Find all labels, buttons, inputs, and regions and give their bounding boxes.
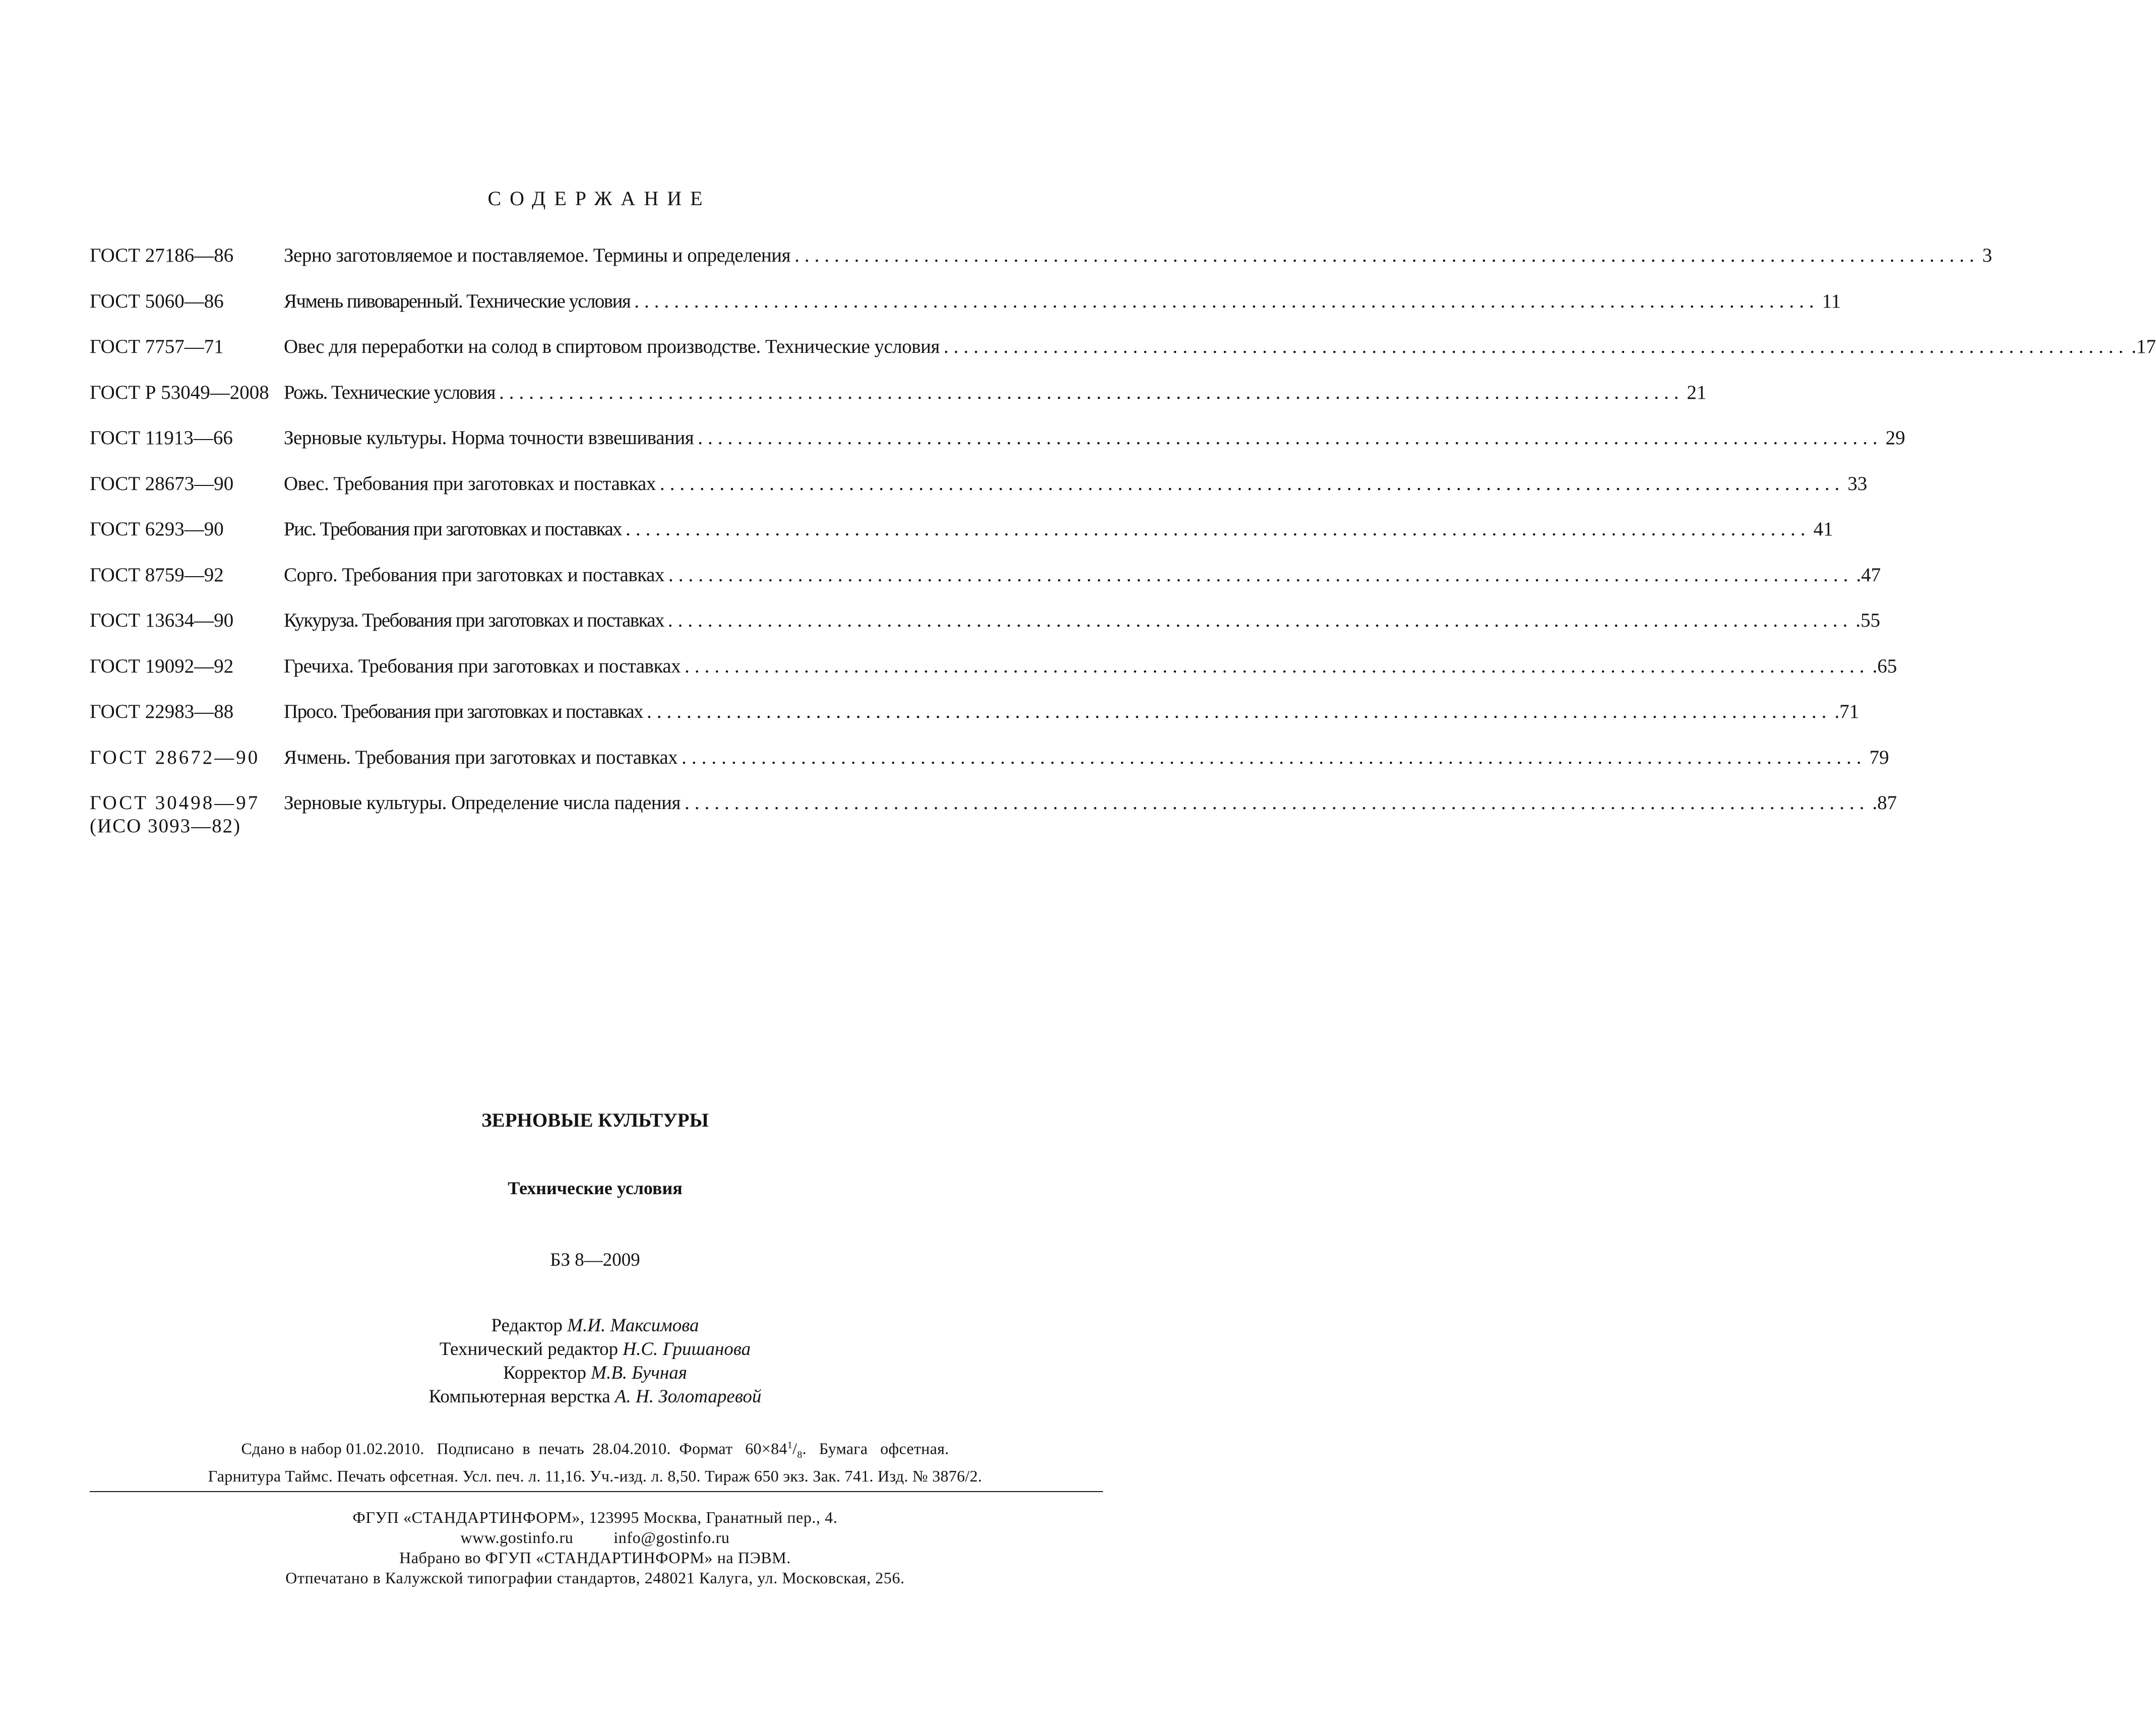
toc-standard-code: ГОСТ 28673—90 bbox=[90, 472, 234, 495]
publisher-block bbox=[0, 1507, 1190, 1588]
tech-editor-label: Технический редактор bbox=[439, 1339, 619, 1360]
toc-standard-code-main: ГОСТ 30498—97 bbox=[90, 792, 260, 814]
editor-name: М.И. Максимова bbox=[567, 1315, 699, 1336]
toc-title: Ячмень пивоваренный. Технические условия bbox=[284, 290, 631, 312]
tech-editor-line bbox=[0, 1337, 1190, 1361]
toc-leader: ....................................................................................................................... bbox=[685, 655, 1870, 677]
print-imprint bbox=[0, 1435, 1190, 1487]
printed-note: Отпечатано в Калужской типографии стандартов, 248021 Калуга, ул. Московская, 256. bbox=[285, 1569, 905, 1587]
toc-page-number: 33 bbox=[1847, 472, 1868, 495]
toc-entry bbox=[90, 700, 1859, 746]
toc-standard-code: ГОСТ 13634—90 bbox=[90, 609, 234, 631]
toc-page-number: .65 bbox=[1872, 655, 1897, 677]
collection-title: ЗЕРНОВЫЕ КУЛЬТУРЫ bbox=[481, 1109, 709, 1131]
toc-entry bbox=[90, 335, 2156, 381]
toc-entry bbox=[90, 746, 1889, 792]
toc-page-number: .47 bbox=[1856, 564, 1881, 586]
toc-standard-code: ГОСТ Р 53049—2008 bbox=[90, 381, 269, 403]
toc-title: Рожь. Технические условия bbox=[284, 381, 495, 403]
toc-title: Зерновые культуры. Определение числа падения bbox=[284, 792, 681, 814]
format-fraction-numerator: 1 bbox=[787, 1440, 793, 1451]
toc-standard-code: ГОСТ 22983—88 bbox=[90, 701, 234, 722]
publisher-contacts bbox=[0, 1527, 1190, 1548]
format-fraction-denominator: 8 bbox=[797, 1449, 803, 1461]
contents-heading: СОДЕРЖАНИЕ bbox=[487, 187, 711, 210]
imprint-line-1-start: Сдано в набор 01.02.2010. Подписано в печать 28.04.2010. Формат 60×84 bbox=[241, 1439, 787, 1458]
toc-standard-code: ГОСТ 8759—92 bbox=[90, 564, 224, 586]
toc-entry bbox=[90, 290, 1841, 336]
toc-standard-code: ГОСТ 28672—90 bbox=[90, 746, 260, 768]
toc-leader: ....................................................................................................................... bbox=[659, 472, 1845, 495]
toc-page-number: 21 bbox=[1687, 381, 1707, 403]
toc-title: Овес. Требования при заготовках и поставках bbox=[284, 472, 656, 495]
toc-page-number: .55 bbox=[1856, 609, 1880, 631]
imprint-line-1-end: . Бумага офсетная. bbox=[802, 1439, 949, 1458]
corrector-line bbox=[0, 1361, 1190, 1385]
toc-standard-code: ГОСТ 6293—90 bbox=[90, 518, 224, 540]
toc-entry bbox=[90, 655, 1897, 701]
toc-page-number: .71 bbox=[1834, 701, 1859, 722]
toc-page-number: .87 bbox=[1872, 792, 1897, 814]
editor-line bbox=[0, 1314, 1190, 1337]
toc-title: Зерновые культуры. Норма точности взвешивания bbox=[284, 427, 694, 449]
toc-page-number: 11 bbox=[1822, 290, 1841, 312]
toc-entry bbox=[90, 564, 1881, 609]
credits-block bbox=[0, 1314, 1190, 1408]
toc-standard-code: ГОСТ 7757—71 bbox=[90, 336, 224, 357]
toc-leader: ....................................................................................................................... bbox=[667, 609, 1853, 631]
toc-standard-code bbox=[90, 791, 281, 838]
toc-entry bbox=[90, 518, 1833, 564]
toc-leader: ....................................................................................................................... bbox=[634, 290, 1819, 312]
corrector-label: Корректор bbox=[503, 1363, 586, 1383]
toc-leader: ....................................................................................................................... bbox=[499, 381, 1684, 403]
toc-standard-code: ГОСТ 5060—86 bbox=[90, 290, 224, 312]
toc-leader: ....................................................................................................................... bbox=[943, 336, 2129, 357]
toc-leader: ....................................................................................................................... bbox=[794, 244, 1980, 266]
toc-entry bbox=[90, 244, 1992, 290]
toc-standard-code: ГОСТ 19092—92 bbox=[90, 655, 234, 677]
toc-title: Просо. Требования при заготовках и поставках bbox=[284, 701, 643, 722]
imprint-line-1 bbox=[0, 1435, 1190, 1465]
toc-title: Зерно заготовляемое и поставляемое. Термины и определения bbox=[284, 244, 791, 266]
toc-leader: ....................................................................................................................... bbox=[646, 701, 1832, 722]
toc-page-number: 41 bbox=[1813, 518, 1833, 540]
toc-entry bbox=[90, 426, 1905, 472]
bz-number: БЗ 8—2009 bbox=[550, 1250, 640, 1270]
toc-leader: ....................................................................................................................... bbox=[682, 746, 1867, 768]
toc-leader: ....................................................................................................................... bbox=[684, 792, 1870, 814]
toc-leader: ....................................................................................................................... bbox=[626, 518, 1811, 540]
toc-standard-code: ГОСТ 11913—66 bbox=[90, 427, 233, 449]
tech-editor-name: Н.С. Гришанова bbox=[623, 1339, 751, 1360]
layout-line bbox=[0, 1385, 1190, 1408]
toc-entry bbox=[90, 472, 1868, 518]
collection-subtitle: Технические условия bbox=[508, 1178, 683, 1198]
layout-label: Компьютерная верстка bbox=[428, 1386, 610, 1407]
publisher-website-link[interactable]: www.gostinfo.ru bbox=[460, 1528, 574, 1547]
typeset-note: Набрано во ФГУП «СТАНДАРТИНФОРМ» на ПЭВМ. bbox=[399, 1549, 791, 1567]
publisher-address: ФГУП «СТАНДАРТИНФОРМ», 123995 Москва, Гранатный пер., 4. bbox=[352, 1508, 838, 1526]
toc-page-number: 3 bbox=[1982, 244, 1992, 266]
toc-title: Сорго. Требования при заготовках и поставках bbox=[284, 564, 664, 586]
horizontal-rule bbox=[90, 1491, 1103, 1492]
toc-title: Рис. Требования при заготовках и поставках bbox=[284, 518, 622, 540]
editor-label: Редактор bbox=[491, 1315, 563, 1336]
toc-title: Овес для переработки на солод в спиртовом производстве. Технические условия bbox=[284, 336, 940, 357]
toc-page-number: .17 bbox=[2131, 336, 2156, 357]
imprint-line-2: Гарнитура Таймс. Печать офсетная. Усл. печ. л. 11,16. Уч.-изд. л. 8,50. Тираж 650 экз. Зак. 741. Изд. № 3876/2. bbox=[208, 1467, 982, 1486]
format-fraction-slash: / bbox=[792, 1439, 797, 1458]
toc-entry bbox=[90, 609, 1880, 655]
layout-name: А. Н. Золотаревой bbox=[614, 1386, 762, 1407]
toc-entry bbox=[90, 791, 1897, 847]
toc-entry bbox=[90, 381, 1707, 427]
toc-title: Кукуруза. Требования при заготовках и поставках bbox=[284, 609, 664, 631]
toc-standard-code-iso: (ИСО 3093—82) bbox=[90, 815, 241, 837]
toc-title: Гречиха. Требования при заготовках и поставках bbox=[284, 655, 681, 677]
toc-leader: ....................................................................................................................... bbox=[698, 427, 1883, 449]
table-of-contents bbox=[90, 244, 2156, 847]
toc-page-number: 29 bbox=[1885, 427, 1905, 449]
toc-page-number: 79 bbox=[1869, 746, 1889, 768]
toc-standard-code: ГОСТ 27186—86 bbox=[90, 244, 234, 266]
publisher-email-link[interactable]: info@gostinfo.ru bbox=[613, 1528, 730, 1547]
toc-title: Ячмень. Требования при заготовках и поставках bbox=[284, 746, 678, 768]
toc-leader: ....................................................................................................................... bbox=[668, 564, 1854, 586]
corrector-name: М.В. Бучная bbox=[591, 1363, 687, 1383]
